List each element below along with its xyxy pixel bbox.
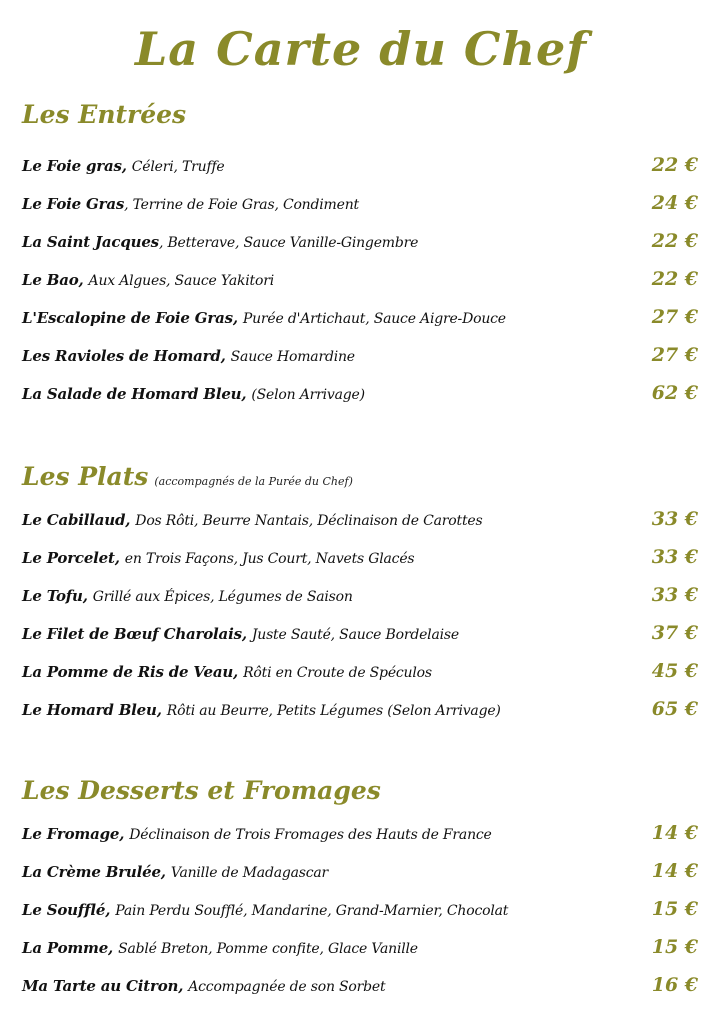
menu-item — [22, 232, 698, 256]
section-heading-plats — [22, 462, 353, 491]
item-description: en Trois Façons, Jus Court, Navets Glacés — [124, 551, 415, 567]
item-price: 65 € — [651, 698, 698, 720]
item-name: Le Foie gras, — [22, 157, 127, 175]
item-description: Rôti au Beurre, Petits Légumes (Selon Arrivage) — [166, 703, 501, 719]
item-description: Grillé aux Épices, Légumes de Saison — [92, 589, 353, 605]
item-name: L'Escalopine de Foie Gras, — [22, 309, 238, 327]
item-name: Le Homard Bleu, — [22, 701, 162, 719]
item-price: 45 € — [651, 660, 698, 682]
menu-item — [22, 270, 698, 294]
item-description: Purée d'Artichaut, Sauce Aigre-Douce — [242, 311, 506, 327]
item-price: 16 € — [651, 974, 698, 996]
menu-title: La Carte du Chef — [134, 22, 588, 76]
item-description: Juste Sauté, Sauce Bordelaise — [251, 627, 459, 643]
menu-item — [22, 510, 698, 534]
menu-item — [22, 824, 698, 848]
menu-item — [22, 700, 698, 724]
section-heading-note: (accompagnés de la Purée du Chef) — [154, 475, 353, 488]
item-price: 33 € — [651, 546, 698, 568]
menu-item — [22, 156, 698, 180]
section-heading-desserts — [22, 776, 381, 805]
item-name: La Pomme, — [22, 939, 114, 957]
menu-item — [22, 586, 698, 610]
item-name: Le Soufflé, — [22, 901, 111, 919]
item-description: Accompagnée de son Sorbet — [188, 979, 386, 995]
menu-item — [22, 548, 698, 572]
item-description: (Selon Arrivage) — [251, 387, 365, 403]
item-description: , Betterave, Sauce Vanille-Gingembre — [158, 235, 419, 251]
menu-item — [22, 976, 698, 1000]
item-price: 14 € — [651, 860, 698, 882]
item-description: Vanille de Madagascar — [170, 865, 329, 881]
menu-item — [22, 308, 698, 332]
menu-item — [22, 662, 698, 686]
item-price: 15 € — [651, 898, 698, 920]
item-description: Dos Rôti, Beurre Nantais, Déclinaison de Carottes — [135, 513, 483, 529]
item-description: Aux Algues, Sauce Yakitori — [88, 273, 274, 289]
item-description: Pain Perdu Soufflé, Mandarine, Grand-Marnier, Chocolat — [115, 903, 509, 919]
item-name: La Saint Jacques — [22, 233, 159, 251]
item-name: Ma Tarte au Citron, — [22, 977, 184, 995]
menu-item — [22, 624, 698, 648]
section-heading-text: Les Plats — [22, 462, 149, 491]
item-price: 27 € — [651, 344, 698, 366]
item-name: Le Tofu, — [22, 587, 88, 605]
section-heading-text: Les Desserts et Fromages — [22, 776, 381, 805]
menu-item — [22, 900, 698, 924]
item-price: 27 € — [651, 306, 698, 328]
item-name: Le Cabillaud, — [22, 511, 131, 529]
item-name: Le Fromage, — [22, 825, 125, 843]
item-price: 33 € — [651, 508, 698, 530]
item-name: La Pomme de Ris de Veau, — [22, 663, 239, 681]
item-description: Déclinaison de Trois Fromages des Hauts de France — [129, 827, 492, 843]
item-description: Céleri, Truffe — [131, 159, 225, 175]
section-heading-entrees — [22, 100, 186, 129]
item-price: 37 € — [651, 622, 698, 644]
item-price: 33 € — [651, 584, 698, 606]
menu-item — [22, 194, 698, 218]
menu-item — [22, 384, 698, 408]
item-price: 14 € — [651, 822, 698, 844]
item-description: Sablé Breton, Pomme confite, Glace Vanille — [118, 941, 418, 957]
item-name: Les Ravioles de Homard, — [22, 347, 226, 365]
menu-item — [22, 938, 698, 962]
item-name: La Crème Brulée, — [22, 863, 166, 881]
item-price: 24 € — [651, 192, 698, 214]
menu-item — [22, 346, 698, 370]
item-name: Le Porcelet, — [22, 549, 120, 567]
item-price: 22 € — [651, 230, 698, 252]
item-description: Rôti en Croute de Spéculos — [243, 665, 432, 681]
item-name: Le Filet de Bœuf Charolais, — [22, 625, 247, 643]
item-name: Le Foie Gras — [22, 195, 125, 213]
item-description: , Terrine de Foie Gras, Condiment — [124, 197, 359, 213]
section-heading-text: Les Entrées — [22, 100, 187, 129]
item-price: 22 € — [651, 268, 698, 290]
menu-item — [22, 862, 698, 886]
item-description: Sauce Homardine — [230, 349, 355, 365]
item-name: Le Bao, — [22, 271, 84, 289]
item-price: 15 € — [651, 936, 698, 958]
item-price: 22 € — [651, 154, 698, 176]
item-name: La Salade de Homard Bleu, — [22, 385, 247, 403]
item-price: 62 € — [651, 382, 698, 404]
